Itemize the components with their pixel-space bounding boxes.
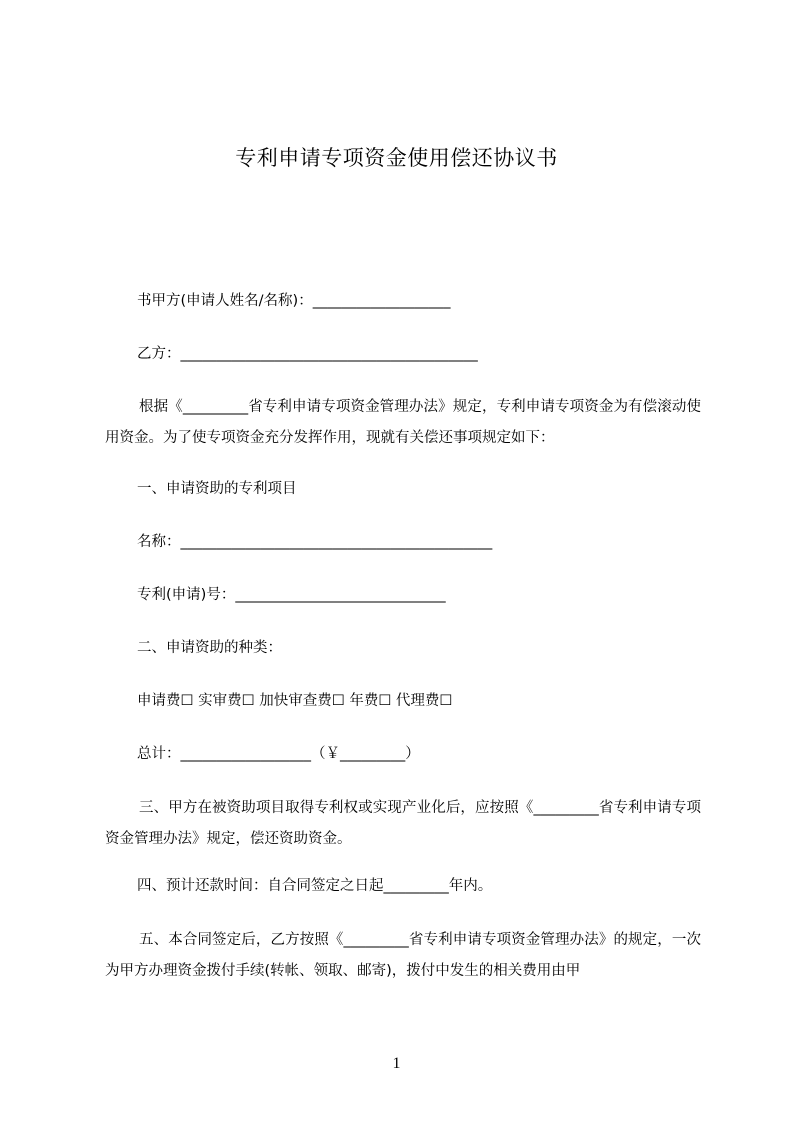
section-2-heading: 二、申请资助的种类：	[137, 640, 282, 656]
intro-paragraph: 根据《_________省专利申请专项资金管理办法》规定，专利申请专项资金为有偿滚动使用资金。为了使专项资金充分发挥作用，现就有关偿还事项规定如下：	[105, 399, 701, 446]
name-field-line: 名称：___________________________________________	[137, 534, 493, 550]
document-title: 专利申请专项资金使用偿还协议书	[235, 146, 558, 170]
party-b-line: 乙方：_________________________________________	[137, 346, 478, 362]
section-5-paragraph: 五、本合同签定后，乙方按照《_________省专利申请专项资金管理办法》的规定，一次为甲方办理资金拨付手续(转帐、领取、邮寄)，拨付中发生的相关费用由甲	[105, 932, 701, 979]
fee-types-line: 申请费☐ 实审费☐ 加快审查费☐ 年费☐ 代理费☐	[137, 693, 453, 709]
patent-number-field-line: 专利(申请)号：_____________________________	[137, 587, 446, 603]
party-a-line: 书甲方(申请人姓名/名称)：___________________	[137, 293, 451, 309]
section-1-heading: 一、申请资助的专利项目	[137, 481, 297, 497]
section-3-paragraph: 三、甲方在被资助项目取得专利权或实现产业化后，应按照《_________省专利申请专项资金管理办法》规定，偿还资助资金。	[105, 800, 701, 847]
total-line: 总计：__________________（￥_________）	[137, 746, 420, 762]
page-number: 1	[392, 1055, 401, 1072]
section-4-line: 四、预计还款时间：自合同签定之日起_________年内。	[137, 878, 493, 894]
